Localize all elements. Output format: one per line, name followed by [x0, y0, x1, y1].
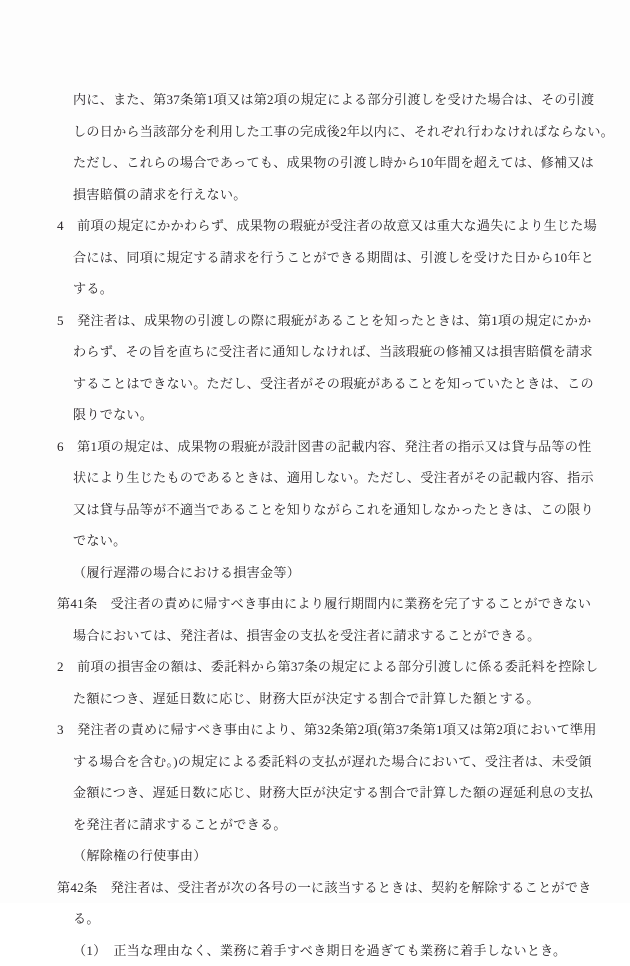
text-line: を発注者に請求することができる。 [57, 809, 576, 841]
text-line: 6 第1項の規定は、成果物の瑕疵が設計図書の記載内容、発注者の指示又は貸与品等の性 [57, 431, 576, 463]
text-line: 5 発注者は、成果物の引渡しの際に瑕疵があることを知ったときは、第1項の規定にかか [57, 305, 576, 337]
text-line: （履行遅滞の場合における損害金等） [57, 557, 576, 589]
text-line: しの日から当該部分を利用した工事の完成後2年以内に、それぞれ行わなければならない。 [57, 116, 576, 148]
text-line: わらず、その旨を直ちに受注者に通知しなければ、当該瑕疵の修補又は損害賠償を請求 [57, 336, 576, 368]
document-text-body [57, 84, 576, 966]
text-line: することはできない。ただし、受注者がその瑕疵があることを知っていたときは、この [57, 368, 576, 400]
text-line: 4 前項の規定にかかわらず、成果物の瑕疵が受注者の故意又は重大な過失により生じた場 [57, 210, 576, 242]
text-line: ただし、これらの場合であっても、成果物の引渡し時から10年間を超えては、修補又は [57, 147, 576, 179]
text-line: 場合においては、発注者は、損害金の支払を受注者に請求することができる。 [57, 620, 576, 652]
text-line: 合には、同項に規定する請求を行うことができる期間は、引渡しを受けた日から10年と [57, 242, 576, 274]
text-line: 2 前項の損害金の額は、委託料から第37条の規定による部分引渡しに係る委託料を控除し [57, 651, 576, 683]
text-line: でない。 [57, 525, 576, 557]
text-line: 又は貸与品等が不適当であることを知りながらこれを通知しなかったときは、この限り [57, 494, 576, 526]
text-line: する場合を含む。)の規定による委託料の支払が遅れた場合において、受注者は、未受領 [57, 746, 576, 778]
text-line: 第42条 発注者は、受注者が次の各号の一に該当するときは、契約を解除することができ [57, 872, 576, 904]
text-line: 限りでない。 [57, 399, 576, 431]
text-line: （解除権の行使事由） [57, 840, 576, 872]
text-line: 損害賠償の請求を行えない。 [57, 179, 576, 211]
text-line: 状により生じたものであるときは、適用しない。ただし、受注者がその記載内容、指示 [57, 462, 576, 494]
text-line: 金額につき、遅延日数に応じ、財務大臣が決定する割合で計算した額の遅延利息の支払 [57, 777, 576, 809]
text-line: 内に、また、第37条第1項又は第2項の規定による部分引渡しを受けた場合は、その引渡 [57, 84, 576, 116]
text-line: 第41条 受注者の責めに帰すべき事由により履行期間内に業務を完了することができない [57, 588, 576, 620]
text-line: た額につき、遅延日数に応じ、財務大臣が決定する割合で計算した額とする。 [57, 683, 576, 715]
text-line: 3 発注者の責めに帰すべき事由により、第32条第2項(第37条第1項又は第2項において準用 [57, 714, 576, 746]
text-line: する。 [57, 273, 576, 305]
text-line: る。 [57, 903, 576, 935]
text-line: （1） 正当な理由なく、業務に着手すべき期日を過ぎても業務に着手しないとき。 [57, 935, 576, 966]
